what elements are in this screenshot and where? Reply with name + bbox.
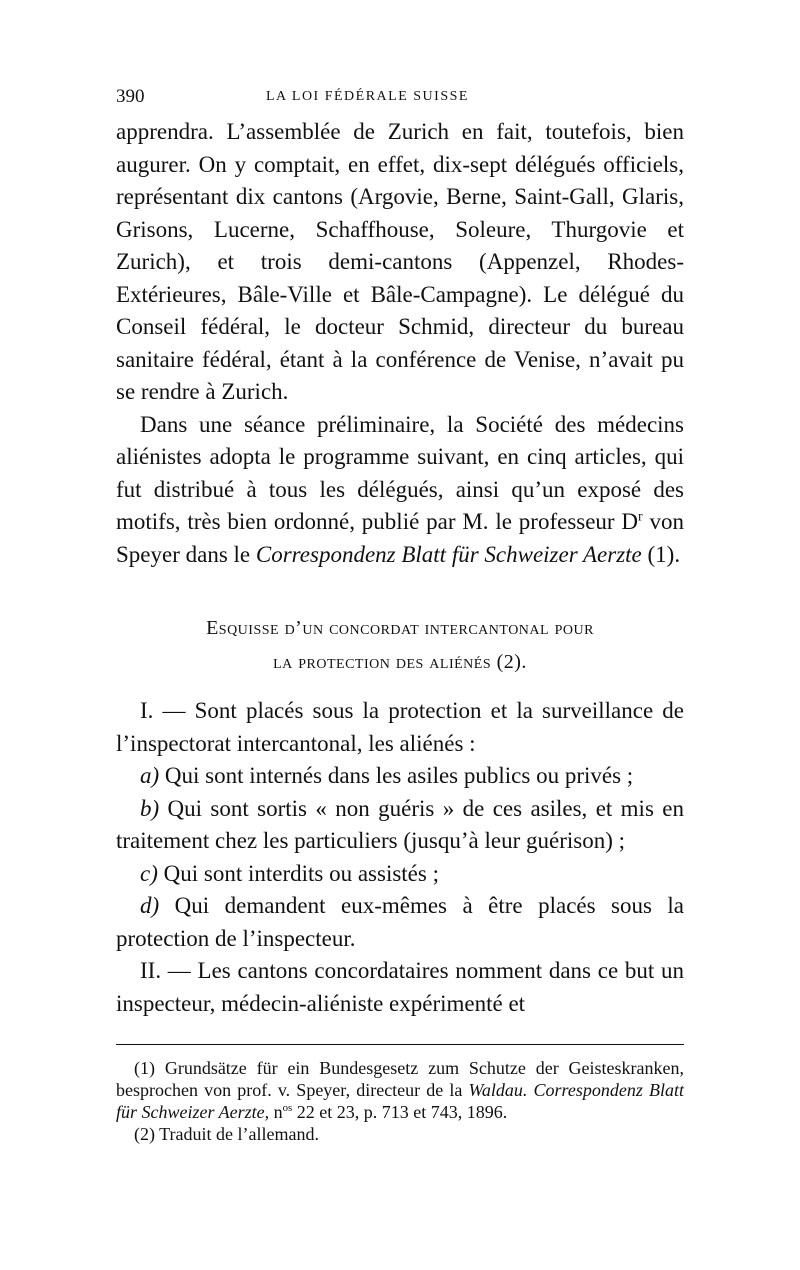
footnote-text: 22 et 23, p. 713 et 743, 1896. bbox=[292, 1102, 508, 1122]
main-text bbox=[116, 116, 684, 571]
section-heading-line-1: Esquisse d’un concordat intercantonal pour bbox=[206, 617, 594, 639]
footnotes bbox=[116, 1057, 684, 1145]
item-label: d) bbox=[140, 893, 160, 918]
footnote-divider bbox=[116, 1044, 684, 1045]
article-1-item-d bbox=[116, 890, 684, 955]
paragraph-text: von Speyer dans le bbox=[116, 509, 684, 567]
superscript-r: r bbox=[638, 508, 643, 524]
article-1-item-b bbox=[116, 793, 684, 858]
item-text: Qui demandent eux-mêmes à être placés sous la protection de l’inspecteur. bbox=[116, 893, 684, 951]
footnote-text: (1) Grundsätze für ein Bundesgesetz zum Schutze der Geisteskranken, besprochen von prof. v. Speyer, directeur de la bbox=[116, 1058, 684, 1100]
item-text: Qui sont internés dans les asiles publics ou privés ; bbox=[159, 763, 634, 788]
footnote-2: (2) Traduit de l’allemand. bbox=[134, 1124, 319, 1144]
section-heading bbox=[116, 611, 684, 679]
item-text: Qui sont interdits ou assistés ; bbox=[157, 860, 439, 886]
item-label: c) bbox=[140, 860, 158, 886]
footnote-journal: Waldau. Correspondenz Blatt für Schweizer Aerzte, bbox=[116, 1080, 684, 1122]
superscript-os: os bbox=[282, 1102, 293, 1114]
item-text: Qui sont sortis « non guéris » de ces asiles, et mis en traitement chez les particuliers (jusqu’à leur guérison) ; bbox=[116, 795, 684, 853]
page-number: 390 bbox=[116, 86, 145, 107]
journal-title: Correspondenz Blatt für Schweizer Aerzte bbox=[255, 541, 642, 567]
running-title: LA LOI FÉDÉRALE SUISSE bbox=[266, 89, 469, 104]
book-page bbox=[116, 86, 684, 1145]
running-header bbox=[116, 86, 684, 116]
item-label: b) bbox=[140, 795, 160, 821]
article-1-item-c bbox=[116, 858, 684, 891]
paragraph-text: Dans une séance préliminaire, la Société des médecins aliénistes adopta le programme suivant, en cinq articles, qui fut distribué à tous les délégués, ainsi qu’un exposé des motifs, très bien ordonné, publié par M. le professeur D bbox=[116, 411, 684, 534]
paragraph-text: (1). bbox=[641, 541, 681, 567]
concordat-articles bbox=[116, 695, 684, 1020]
article-2: II. — Les cantons concordataires nomment dans ce but un inspecteur, médecin-aliéniste expérimenté et bbox=[116, 958, 684, 1016]
article-1: I. — Sont placés sous la protection et la surveillance de l’inspectorat intercantonal, les aliénés : bbox=[116, 698, 684, 756]
paragraph-preliminary-session bbox=[116, 409, 684, 572]
footnote-text: n bbox=[269, 1102, 283, 1122]
footnote-1 bbox=[116, 1057, 684, 1123]
item-label: a) bbox=[140, 763, 160, 788]
section-heading-line-2: la protection des aliénés (2). bbox=[273, 651, 527, 673]
paragraph-continued: apprendra. L’assemblée de Zurich en fait, toutefois, bien augurer. On y comptait, en effet, dix-sept délégués officiels, représentant dix cantons (Argovie, Berne, Saint-Gall, Glaris, Grisons, Lucerne, Schaffhouse, Soleure, Thurgovie et Zurich), et trois demi-cantons (Appenzel, Rhodes-Extérieures, Bâle-Ville et Bâle-Campagne). Le délégué du Conseil fédéral, le docteur Schmid, directeur du bureau sanitaire fédéral, étant à la conférence de Venise, n’avait pu se rendre à Zurich. bbox=[116, 119, 684, 404]
article-1-item-a bbox=[116, 760, 684, 793]
